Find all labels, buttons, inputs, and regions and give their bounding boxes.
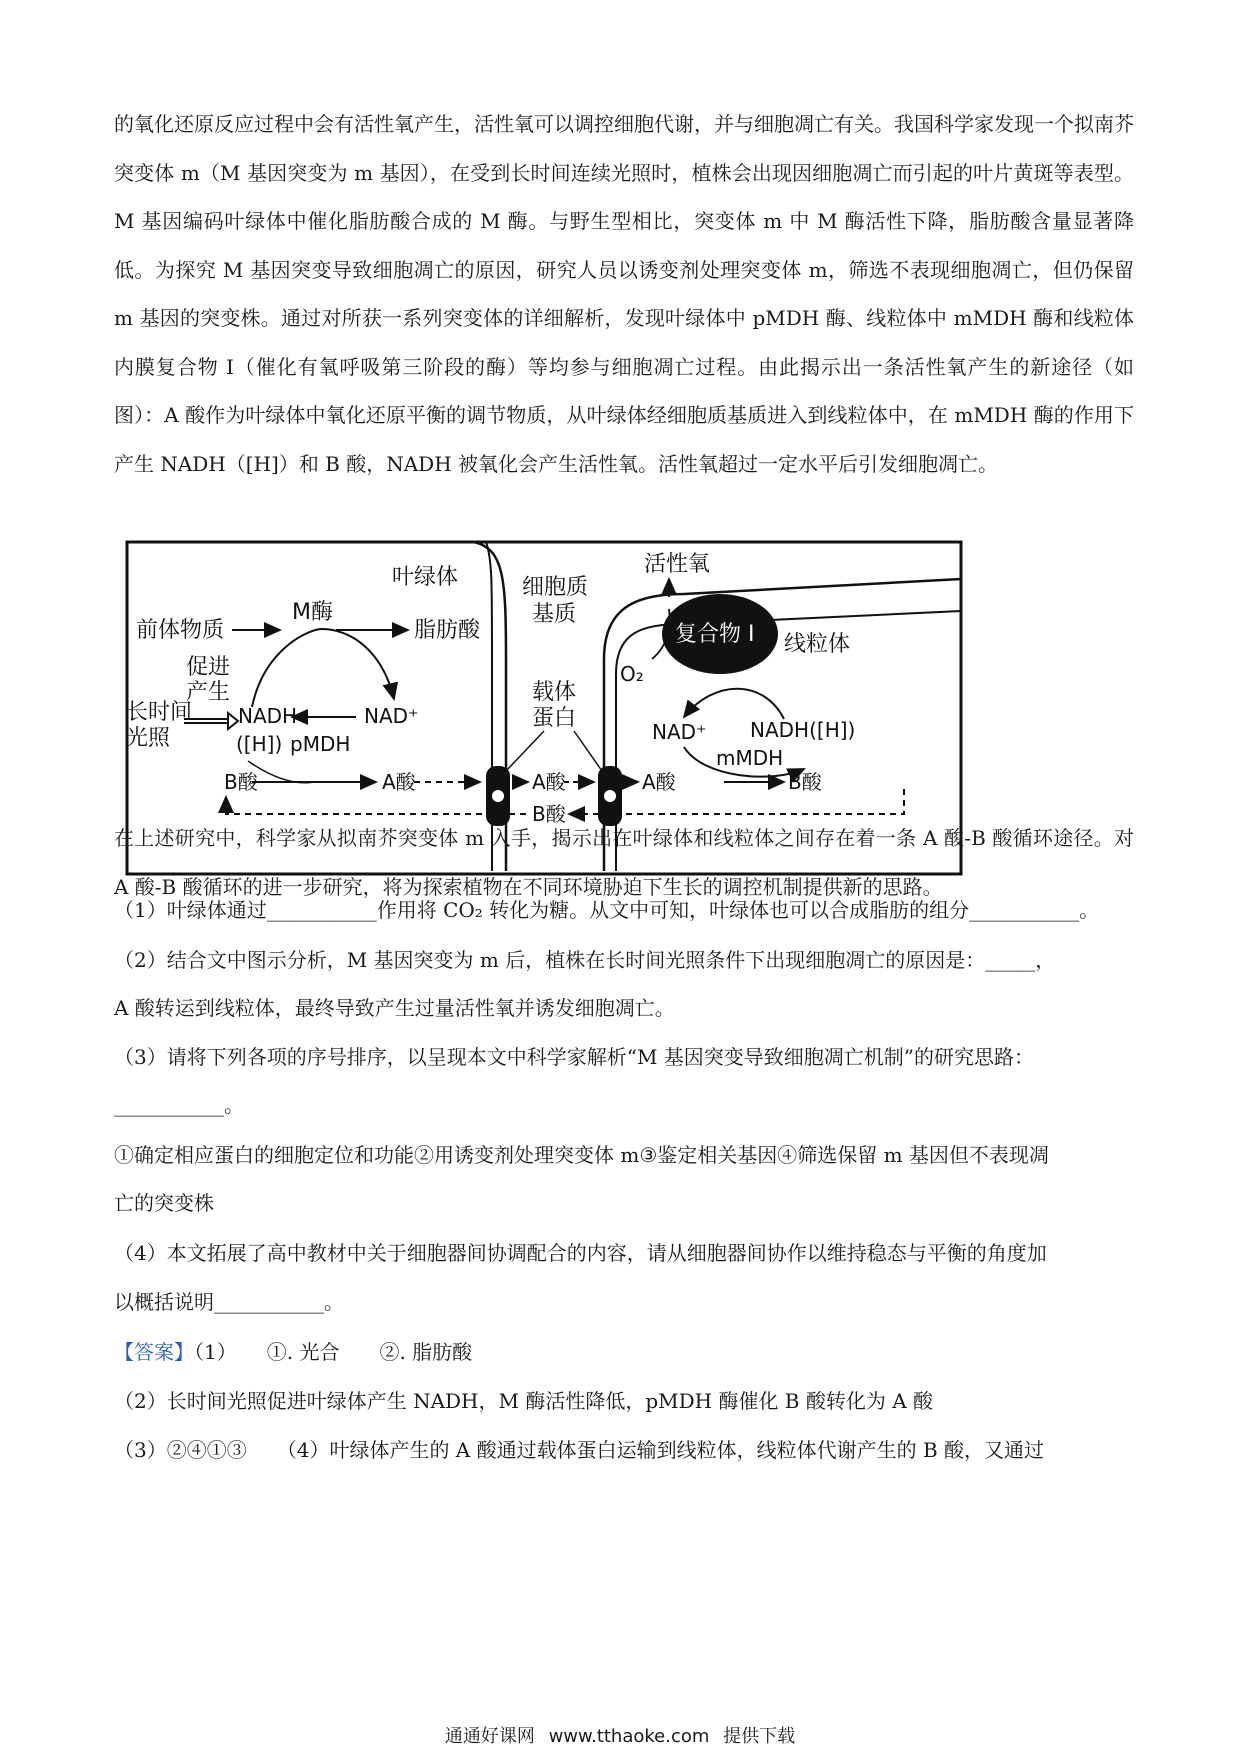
mmdh-label: mMDH (716, 746, 784, 770)
arrow-o2-to-complex (652, 609, 670, 659)
pointer-carrier-left (506, 731, 544, 771)
question-3-line-1: （3）请将下列各项的序号排序，以呈现本文中科学家解析“M 基因突变导致细胞凋亡机制”的研究思路： (114, 1045, 1035, 1069)
transporter-chloroplast-pore (492, 790, 504, 802)
nad-right-label: NAD⁺ (652, 720, 707, 744)
b-acid-left-label: B酸 (224, 770, 258, 794)
answer-tag: 【答案】 (114, 1340, 194, 1364)
a-acid-left-label: A酸 (382, 770, 416, 794)
light-label-line1: 长时间 (126, 700, 193, 725)
chloroplast-label: 叶绿体 (392, 565, 459, 590)
ros-label: 活性氧 (644, 552, 711, 577)
question-3-options-line-1: ①确定相应蛋白的细胞定位和功能②用诱变剂处理突变体 m③鉴定相关基因④筛选保留 m 基因但不表现凋 (114, 1143, 1049, 1167)
question-1: （1）叶绿体通过___________作用将 CO₂ 转化为糖。从文中可知，叶绿体也可以合成脂肪的组分___________。 (114, 898, 1100, 922)
m-enzyme-label: M酶 (292, 600, 333, 625)
answer-2: （2）长时间光照促进叶绿体产生 NADH，M 酶活性降低，pMDH 酶催化 B 酸转化为 A 酸 (114, 1389, 934, 1413)
complex-i-label: 复合物 I (675, 622, 755, 647)
page-footer (0, 1722, 1240, 1748)
answer-3: （3）②④①③ （4）叶绿体产生的 A 酸通过载体蛋白运输到线粒体，线粒体代谢产生的 B 酸，又通过 (114, 1438, 1045, 1462)
nad-left-label: NAD⁺ (364, 704, 419, 728)
nadh-left-label: NADH (238, 704, 298, 728)
pmdh-label: pMDH (290, 732, 351, 756)
footer-provide: 提供下载 (723, 1726, 796, 1747)
intro-paragraph: 的氧化还原反应过程中会有活性氧产生，活性氧可以调控细胞代谢，并与细胞凋亡有关。我国科学家发现一个拟南芥突变体 m（M 基因突变为 m 基因），在受到长时间连续光照时，植株会出现因细胞凋亡而引起的叶片黄斑等表型。M 基因编码叶绿体中催化脂肪酸合成的 M 酶。与野生型相比，突变体 m 中 M 酶活性下降，脂肪酸含量显著降低。为探究 M 基因突变导致细胞凋亡的原因，研究人员以诱变剂处理突变体 m，筛选不表现细胞凋亡，但仍保留 m 基因的突变株。通过对所获一系列突变体的详细解析，发现叶绿体中 pMDH 酶、线粒体中 mMDH 酶和线粒体内膜复合物 I（催化有氧呼吸第三阶段的酶）等均参与细胞凋亡过程。由此揭示出一条活性氧产生的新途径（如图）：A 酸作为叶绿体中氧化还原平衡的调节物质，从叶绿体经细胞质基质进入到线粒体中，在 mMDH 酶的作用下产生 NADH（[H]）和 B 酸，NADH 被氧化会产生活性氧。活性氧超过一定水平后引发细胞凋亡。 (114, 112, 1134, 476)
transporter-mitochondrion-pore (604, 790, 616, 802)
question-4-line-2: 以概括说明___________。 (114, 1290, 344, 1314)
question-3-options-line-2: 亡的突变株 (114, 1191, 214, 1215)
answer-1 (114, 1337, 1144, 1367)
pointer-carrier-right (574, 731, 602, 771)
footer-url[interactable]: www.tthaoke.com (548, 1726, 710, 1747)
light-label-line2: 光照 (126, 726, 171, 751)
fatty-acid-label: 脂肪酸 (414, 618, 481, 643)
o2-label: O₂ (620, 662, 644, 686)
h-left-label: ([H]) (236, 732, 283, 756)
arrow-nadh-joins (248, 761, 314, 783)
answer-1-text: （1） ①. 光合 ②. 脂肪酸 (194, 1340, 473, 1364)
carrier-label-line2: 蛋白 (532, 706, 577, 731)
question-4-line-1: （4）本文拓展了高中教材中关于细胞器间协调配合的内容，请从细胞器间协作以维持稳态与平衡的角度加 (114, 1241, 1047, 1265)
after-paragraph: 在上述研究中，科学家从拟南芥突变体 m 入手，揭示出在叶绿体和线粒体之间存在着一条 A 酸-B 酸循环途径。对 A 酸-B 酸循环的进一步研究，将为探索植物在不同环境胁迫下生长的调控机制提供新的思路。 (114, 826, 1134, 899)
mitochondrion-label: 线粒体 (784, 632, 851, 657)
a-acid-right-label: A酸 (642, 770, 676, 794)
b-acid-mid-label: B酸 (532, 802, 566, 826)
b-acid-right-label: B酸 (788, 770, 822, 794)
a-acid-mid-label: A酸 (532, 770, 566, 794)
cytoplasm-label-line2: 基质 (532, 602, 577, 627)
arrow-cycle-nadh-to-nad (684, 689, 784, 719)
precursor-label: 前体物质 (136, 618, 225, 643)
question-2-line-2: A 酸转运到线粒体，最终导致产生过量活性氧并诱发细胞凋亡。 (114, 996, 675, 1020)
footer-site: 通通好课网 (444, 1726, 535, 1747)
nadh-right-label: NADH([H]) (750, 718, 856, 742)
carrier-label-line1: 载体 (532, 680, 577, 705)
promote-label-line2: 产生 (186, 680, 231, 705)
cytoplasm-label-line1: 细胞质 (522, 575, 589, 600)
question-2-line-1: （2）结合文中图示分析，M 基因突变为 m 后，植株在长时间光照条件下出现细胞凋亡的原因是：_____， (114, 948, 1056, 972)
promote-label-line1: 促进 (186, 655, 231, 680)
arrow-b-return-chloroplast (226, 797, 526, 814)
question-3-line-2: ___________。 (114, 1093, 244, 1117)
arrow-cycle-nadh-nad (252, 629, 394, 707)
